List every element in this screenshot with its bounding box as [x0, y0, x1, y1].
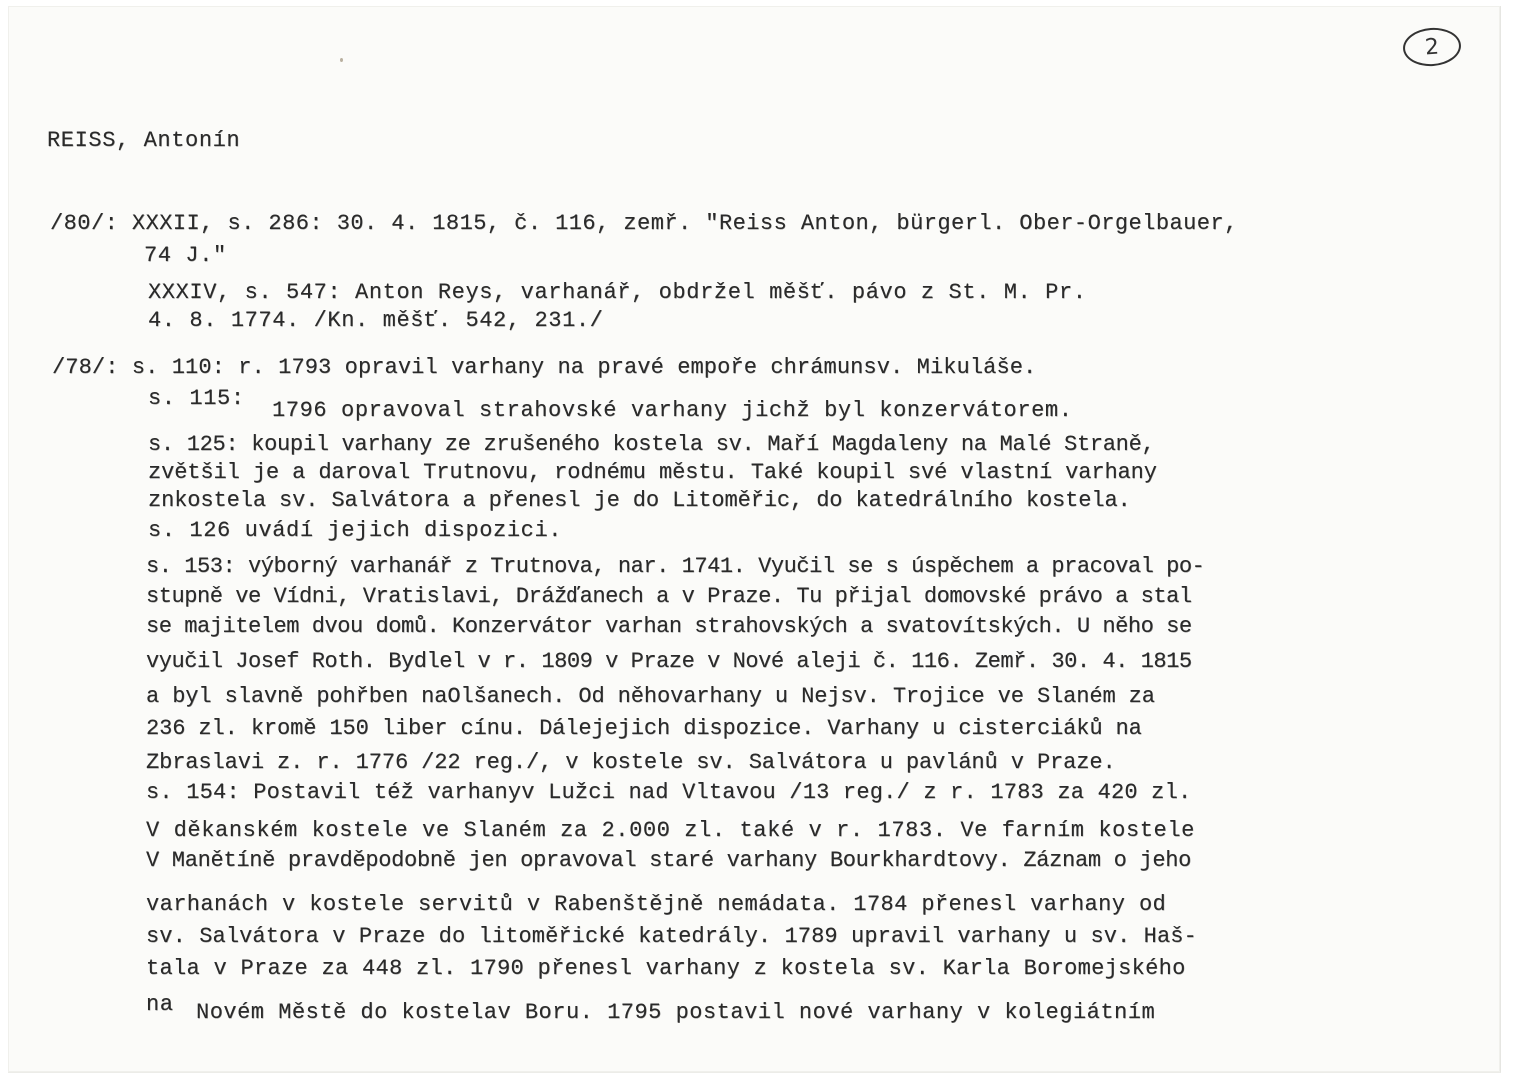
text-line-3: XXXIV, s. 547: Anton Reys, varhanář, obdržel měšť. pávo z St. M. Pr. — [148, 280, 1087, 305]
text-line-14: se majitelem dvou domů. Konzervátor varhan strahovských a svatovítských. U něho se — [146, 614, 1192, 639]
text-line-24: tala v Praze za 448 zl. 1790 přenesl varhany z kostela sv. Karla Boromejského — [146, 956, 1186, 981]
text-line-17: 236 zl. kromě 150 liber cínu. Dálejejich dispozice. Varhany u cisterciáků na — [146, 716, 1142, 741]
text-line-8: s. 125: koupil varhany ze zrušeného kostela sv. Maří Magdaleny na Malé Straně, — [148, 432, 1155, 457]
text-line-26: Novém Městě do kostelav Boru. 1795 postavil nové varhany v kolegiátním — [196, 1000, 1156, 1025]
text-line-13: stupně ve Vídni, Vratislavi, Drážďanech a v Praze. Tu přijal domovské právo a stal — [146, 584, 1192, 609]
card-heading: REISS, Antonín — [47, 128, 241, 153]
text-line-12: s. 153: výborný varhanář z Trutnova, nar. 1741. Vyučil se s úspěchem a pracoval po- — [146, 554, 1205, 579]
text-line-7: 1796 opravoval strahovské varhany jichž byl konzervátorem. — [272, 398, 1073, 423]
text-line-16: a byl slavně pohřben naOlšanech. Od něhovarhany u Nejsv. Trojice ve Slaném za — [146, 684, 1155, 709]
text-line-11: s. 126 uvádí jejich dispozici. — [148, 518, 563, 543]
text-line-19: s. 154: Postavil též varhanyv Lužci nad Vltavou /13 reg./ z r. 1783 za 420 zl. — [146, 780, 1192, 805]
text-line-5: /78/: s. 110: r. 1793 opravil varhany na pravé empoře chrámunsv. Mikuláše. — [52, 355, 1037, 380]
text-line-15: vyučil Josef Roth. Bydlel v r. 1809 v Praze v Nové aleji č. 116. Zemř. 30. 4. 1815 — [146, 649, 1192, 674]
paper-speck — [340, 58, 343, 62]
text-line-20: V děkanském kostele ve Slaném za 2.000 zl. také v r. 1783. Ve farním kostele — [146, 818, 1195, 843]
text-line-10: znkostela sv. Salvátora a přenesl je do Litoměřic, do katedrálního kostela. — [148, 488, 1131, 513]
text-line-22: varhanách v kostele servitů v Rabenštějně nemádata. 1784 přenesl varhany od — [146, 892, 1167, 917]
page-number: 2 — [1424, 34, 1440, 60]
text-line-6: s. 115: — [148, 386, 245, 411]
text-line-2: 74 J." — [144, 243, 227, 268]
text-line-21: V Manětíně pravděpodobně jen opravoval staré varhany Bourkhardtovy. Záznam o jeho — [146, 848, 1192, 873]
text-line-1: /80/: XXXII, s. 286: 30. 4. 1815, č. 116, zemř. "Reiss Anton, bürgerl. Ober-Orgelbauer, — [50, 211, 1238, 236]
text-line-4: 4. 8. 1774. /Kn. měšť. 542, 231./ — [148, 308, 604, 333]
text-line-25: na — [146, 992, 174, 1017]
text-line-18: Zbraslavi z. r. 1776 /22 reg./, v kostele sv. Salvátora u pavlánů v Praze. — [146, 750, 1116, 775]
text-line-23: sv. Salvátora v Praze do litoměřické katedrály. 1789 upravil varhany u sv. Haš- — [146, 924, 1197, 949]
text-line-9: zvětšil je a daroval Trutnovu, rodnému městu. Také koupil své vlastní varhany — [148, 460, 1157, 485]
